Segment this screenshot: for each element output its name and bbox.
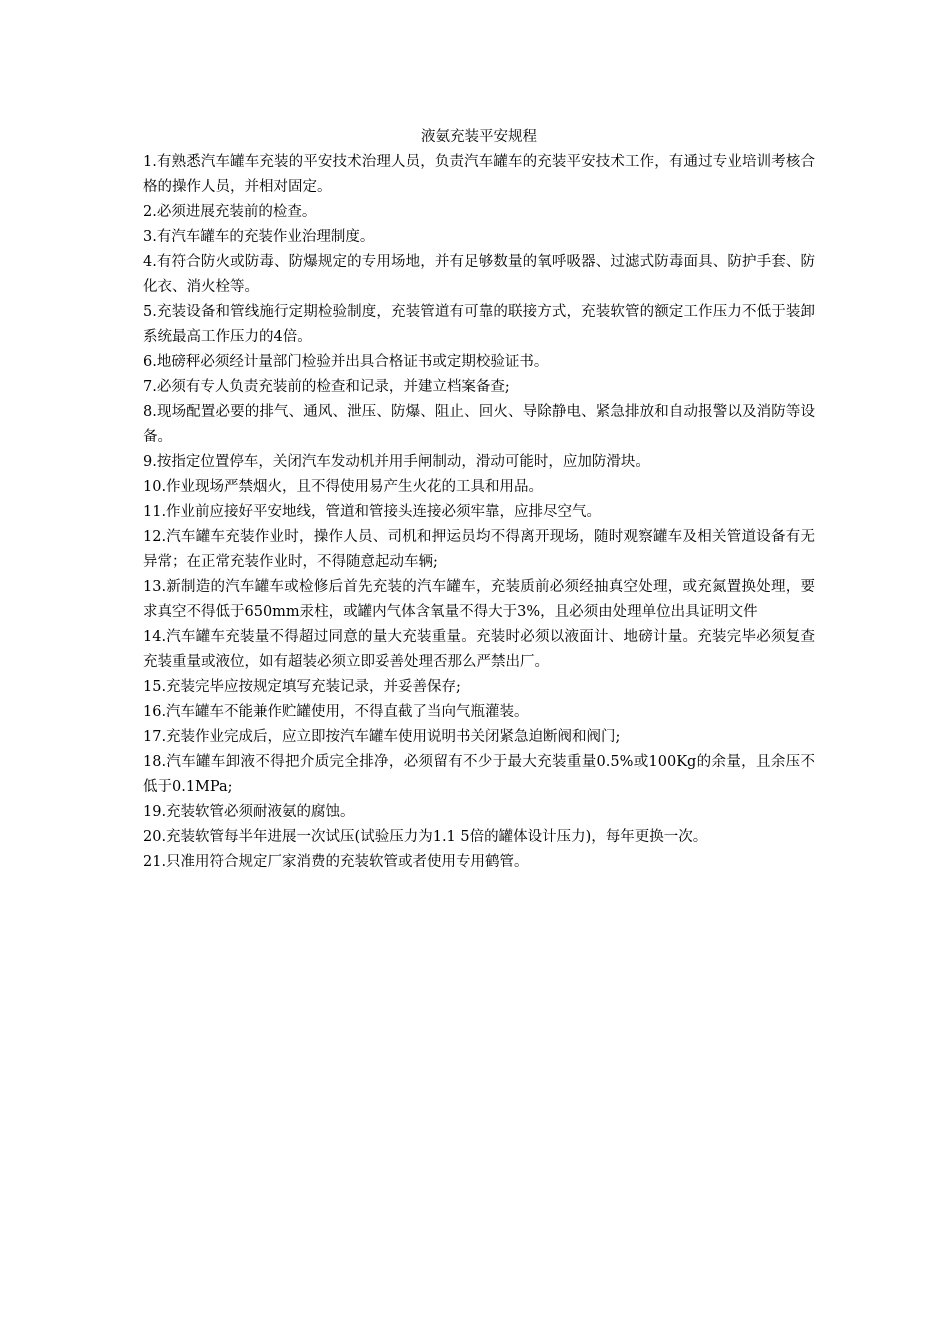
- rule-item: 21.只准用符合规定厂家消费的充装软管或者使用专用鹤管。: [143, 854, 529, 870]
- rule-item: 3.有汽车罐车的充装作业治理制度。: [143, 229, 375, 245]
- rule-item: 14.汽车罐车充装量不得超过同意的量大充装重量。充装时必须以液面计、地磅计量。充装完毕必须复查充装重量或液位，如有超装必须立即妥善处理否那么严禁出厂。: [143, 629, 815, 670]
- rule-item: 13.新制造的汽车罐车或检修后首先充装的汽车罐车，充装质前必须经抽真空处理，或充氮置换处理，要求真空不得低于650mm汞柱，或罐内气体含氧量不得大于3%，且必须由处理单位出具证明文件: [143, 579, 815, 620]
- rules-list: [143, 150, 815, 875]
- rule-item: 8.现场配置必要的排气、通风、泄压、防爆、阻止、回火、导除静电、紧急排放和自动报警以及消防等设备。: [143, 404, 815, 445]
- rule-item: 5.充装设备和管线施行定期检验制度，充装管道有可靠的联接方式，充装软管的额定工作压力不低于装卸系统最高工作压力的4倍。: [143, 304, 815, 345]
- rule-item: 1.有熟悉汽车罐车充装的平安技术治理人员，负责汽车罐车的充装平安技术工作，有通过专业培训考核合格的操作人员，并相对固定。: [143, 154, 815, 195]
- document-title: 液氨充装平安规程: [421, 129, 537, 145]
- rule-item: 12.汽车罐车充装作业时，操作人员、司机和押运员均不得离开现场，随时观察罐车及相关管道设备有无异常；在正常充装作业时，不得随意起动车辆;: [143, 529, 815, 570]
- rule-item: 2.必须进展充装前的检查。: [143, 204, 317, 220]
- rule-item: 7.必须有专人负责充装前的检查和记录，并建立档案备查;: [143, 379, 510, 395]
- rule-item: 10.作业现场严禁烟火，且不得使用易产生火花的工具和用品。: [143, 479, 544, 495]
- rule-item: 15.充装完毕应按规定填写充装记录，并妥善保存;: [143, 679, 461, 695]
- rule-item: 20.充装软管每半年进展一次试压(试验压力为1.1 5倍的罐体设计压力)，每年更换一次。: [143, 829, 708, 845]
- rule-item: 16.汽车罐车不能兼作贮罐使用，不得直截了当向气瓶灌装。: [143, 704, 529, 720]
- rule-item: 4.有符合防火或防毒、防爆规定的专用场地，并有足够数量的氧呼吸器、过滤式防毒面具、防护手套、防化衣、消火栓等。: [143, 254, 815, 295]
- document-content: [143, 125, 815, 875]
- rule-item: 19.充装软管必须耐液氨的腐蚀。: [143, 804, 355, 820]
- rule-item: 6.地磅秤必须经计量部门检验并出具合格证书或定期校验证书。: [143, 354, 549, 370]
- rule-item: 11.作业前应接好平安地线，管道和管接头连接必须牢靠，应排尽空气。: [143, 504, 602, 520]
- rule-item: 9.按指定位置停车，关闭汽车发动机并用手闸制动，滑动可能时，应加防滑块。: [143, 454, 650, 470]
- rule-item: 17.充装作业完成后，应立即按汽车罐车使用说明书关闭紧急迫断阀和阀门;: [143, 729, 621, 745]
- rule-item: 18.汽车罐车卸液不得把介质完全排净，必须留有不少于最大充装重量0.5%或100Kg的余量，且余压不低于0.1MPa;: [143, 754, 815, 795]
